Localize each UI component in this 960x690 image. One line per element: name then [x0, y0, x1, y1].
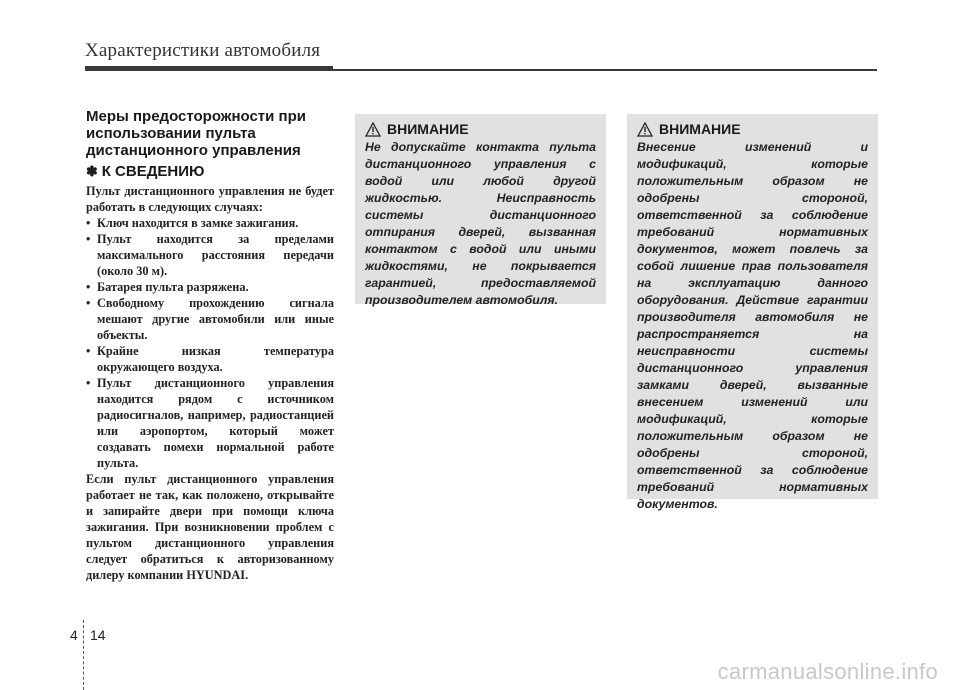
header-rule-thick: [85, 66, 333, 71]
left-column: [86, 108, 334, 583]
footer-divider: [83, 620, 84, 690]
watermark: carmanualsonline.info: [717, 659, 938, 684]
list-item: • Ключ находится в замке зажигания.: [86, 215, 334, 231]
warning-heading: [637, 121, 878, 137]
warning-text: Не допускайте контакта пульта дистанционного управления с водой или любой другой жидкостью. Неисправность системы дистанционного отпирания дверей, вызванная контактом с водой или иными жидкостями, не покрывается гарантией, предоставляемой производителем автомобиля.: [365, 140, 596, 307]
warning-title: ВНИМАНИЕ: [659, 121, 741, 137]
note-outro: Если пульт дистанционного управления работает не так, как положено, открывайте и запирайте двери при помощи ключа зажигания. При возникновении проблем с пультом дистанционного управления следует обратиться к авторизованному дилеру компании HYUNDAI.: [86, 472, 334, 582]
list-item: • Пульт находится за пределами максимального расстояния передачи (около 30 м).: [86, 231, 334, 279]
list-item: • Батарея пульта разряжена.: [86, 279, 334, 295]
warning-triangle-icon: [365, 122, 381, 137]
note-heading: [86, 162, 334, 181]
note-star-icon: ✽: [86, 163, 98, 179]
note-intro: Пульт дистанционного управления не будет работать в следующих случаях:: [86, 184, 334, 214]
warning-triangle-icon: [637, 122, 653, 137]
list-item: • Свободному прохождению сигнала мешают другие автомобили или иные объекты.: [86, 295, 334, 343]
note-body: [86, 183, 334, 583]
section-title: Меры предосторожности при использовании пульта дистанционного управления: [86, 108, 306, 159]
page-header-title: Характеристики автомобиля: [85, 40, 321, 61]
list-item: • Крайне низкая температура окружающего воздуха.: [86, 343, 334, 375]
header-rule-thin: [333, 69, 877, 71]
list-item: • Пульт дистанционного управления находится рядом с источником радиосигналов, например, радиостанцией или аэропортом, который может создавать помехи нормальной работе пульта.: [86, 375, 334, 471]
note-heading-label: К СВЕДЕНИЮ: [101, 163, 205, 180]
warning-heading: [365, 121, 606, 137]
chapter-number: 4: [70, 627, 78, 643]
warning-text: Внесение изменений и модификаций, которые положительным образом не одобрены стороной, ответственной за соблюдение требований нормативных документов, может повлечь за собой лишение прав пользователя на эксплуатацию данного оборудования. Действие гарантии производителя автомобиля не распространяется на неисправности системы дистанционного управления замками дверей, вызванные внесением изменений или модификаций, которые положительным образом не одобрены стороной, ответственной за соблюдение требований нормативных документов.: [637, 140, 868, 511]
warning-box-water: [355, 114, 606, 307]
warning-box-modifications: [627, 114, 878, 511]
conditions-list: [86, 215, 334, 471]
warning-title: ВНИМАНИЕ: [387, 121, 469, 137]
page-number: 14: [90, 627, 106, 643]
